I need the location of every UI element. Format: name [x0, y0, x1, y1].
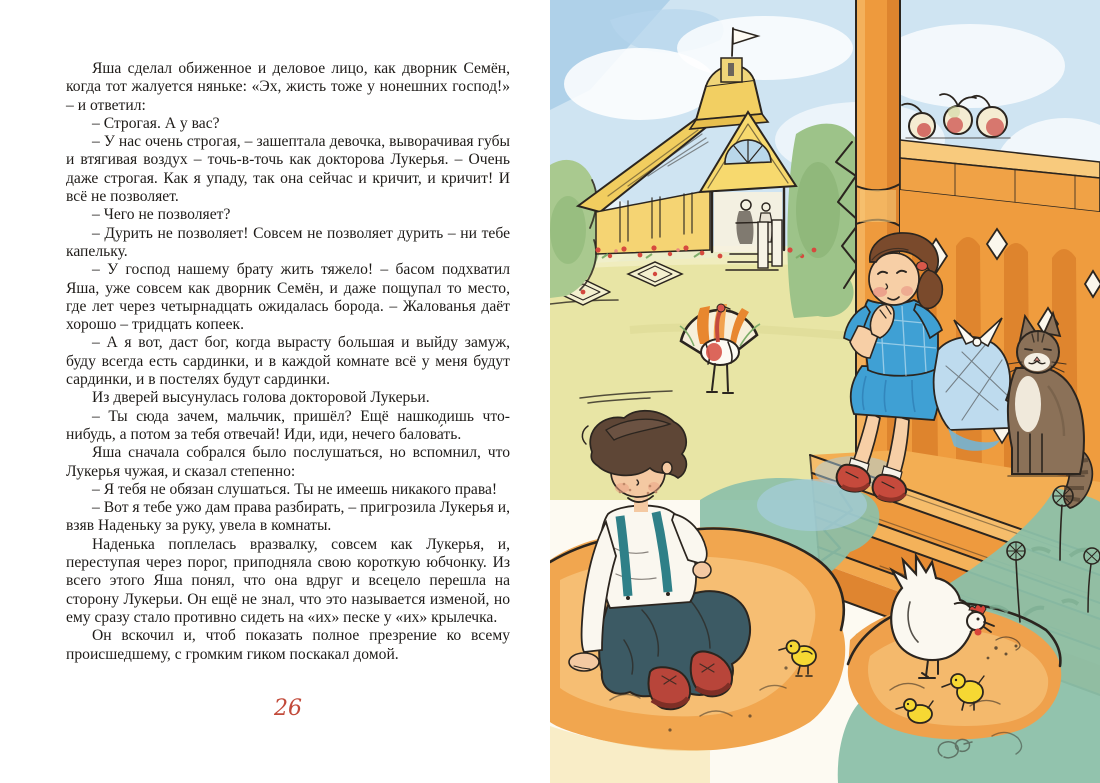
- story-text: [66, 60, 510, 664]
- paragraph: Яша сначала собрался было послушаться, но вспомнил, что Лукерья чужая, и сказал степенно:: [66, 444, 510, 480]
- paragraph: – Я тебя не обязан слушаться. Ты не имеешь никакого права!: [92, 480, 498, 498]
- paragraph: – А я вот, даст бог, когда вырасту большая и выйду замуж, буду всегда есть сардинки, и в каждой комнате всё у меня будут сардинки, и в постелях будут сардинки.: [66, 334, 510, 389]
- page-number: 26: [274, 696, 302, 721]
- paragraph: Яша сделал обиженное и деловое лицо, как дворник Семён, когда тот жалуется няньке: «Эх, жисть тоже у нонешних господ!» – и ответил:: [66, 60, 510, 114]
- paragraph: – У господ нашему брату жить тяжело! – басом подхватил Яша, уже совсем как дворник Семён, и даже пощупал то место, где лет через четырнадцать ожидалась борода. – Жалованья даёт хорошо – тридцать копеек.: [66, 261, 510, 334]
- paragraph: – Дурить не позволяет! Совсем не позволяет дурить – ни тебе капельку.: [66, 224, 510, 260]
- watercolor-illustration: [550, 0, 1100, 783]
- paragraph: – Ты сюда зачем, мальчик, пришёл? Ещё нашкодишь что-нибудь, а потом за тебя отвечай! Иди, иди, нечего балова́ть.: [66, 407, 510, 443]
- paragraph: Из дверей высунулась голова докторовой Лукерьи.: [92, 389, 430, 407]
- paragraph: – Вот я тебе ужо дам права разбирать, – пригрозила Лукерья и, взяв Наденьку за руку, увела в комнаты.: [66, 499, 510, 535]
- paragraph: – У нас очень строгая, – зашептала девочка, выворачивая губы и втягивая воздух – точь-в-точь как докторова Лукерья. – Очень даже строгая. Как я упаду, так она сейчас и кричит, и кричит! И всё не позволяет.: [66, 133, 510, 206]
- ponytail: [917, 270, 942, 308]
- right-page-illustration: [550, 0, 1100, 783]
- paragraph: Наденька поплелась вразвалку, совсем как Лукерья, и, переступая через порог, приподняла свою короткую юбчонку. Из всего этого Яша понял, что она вдруг и всецело перешла на сторону Лукерьи. Он ещё не знал, что это называется изменой, но ему сразу стало противно сидеть на «их» песке у «их» крылечка.: [66, 535, 510, 626]
- paragraph: Он вскочил и, чтоб показать полное презрение ко всему происшедшему, с громким гиком поскакал домой.: [66, 627, 510, 663]
- paragraph: – Строгая. А у вас?: [92, 114, 220, 132]
- hair-bow: [917, 262, 928, 271]
- paragraph: – Чего не позволяет?: [92, 206, 231, 224]
